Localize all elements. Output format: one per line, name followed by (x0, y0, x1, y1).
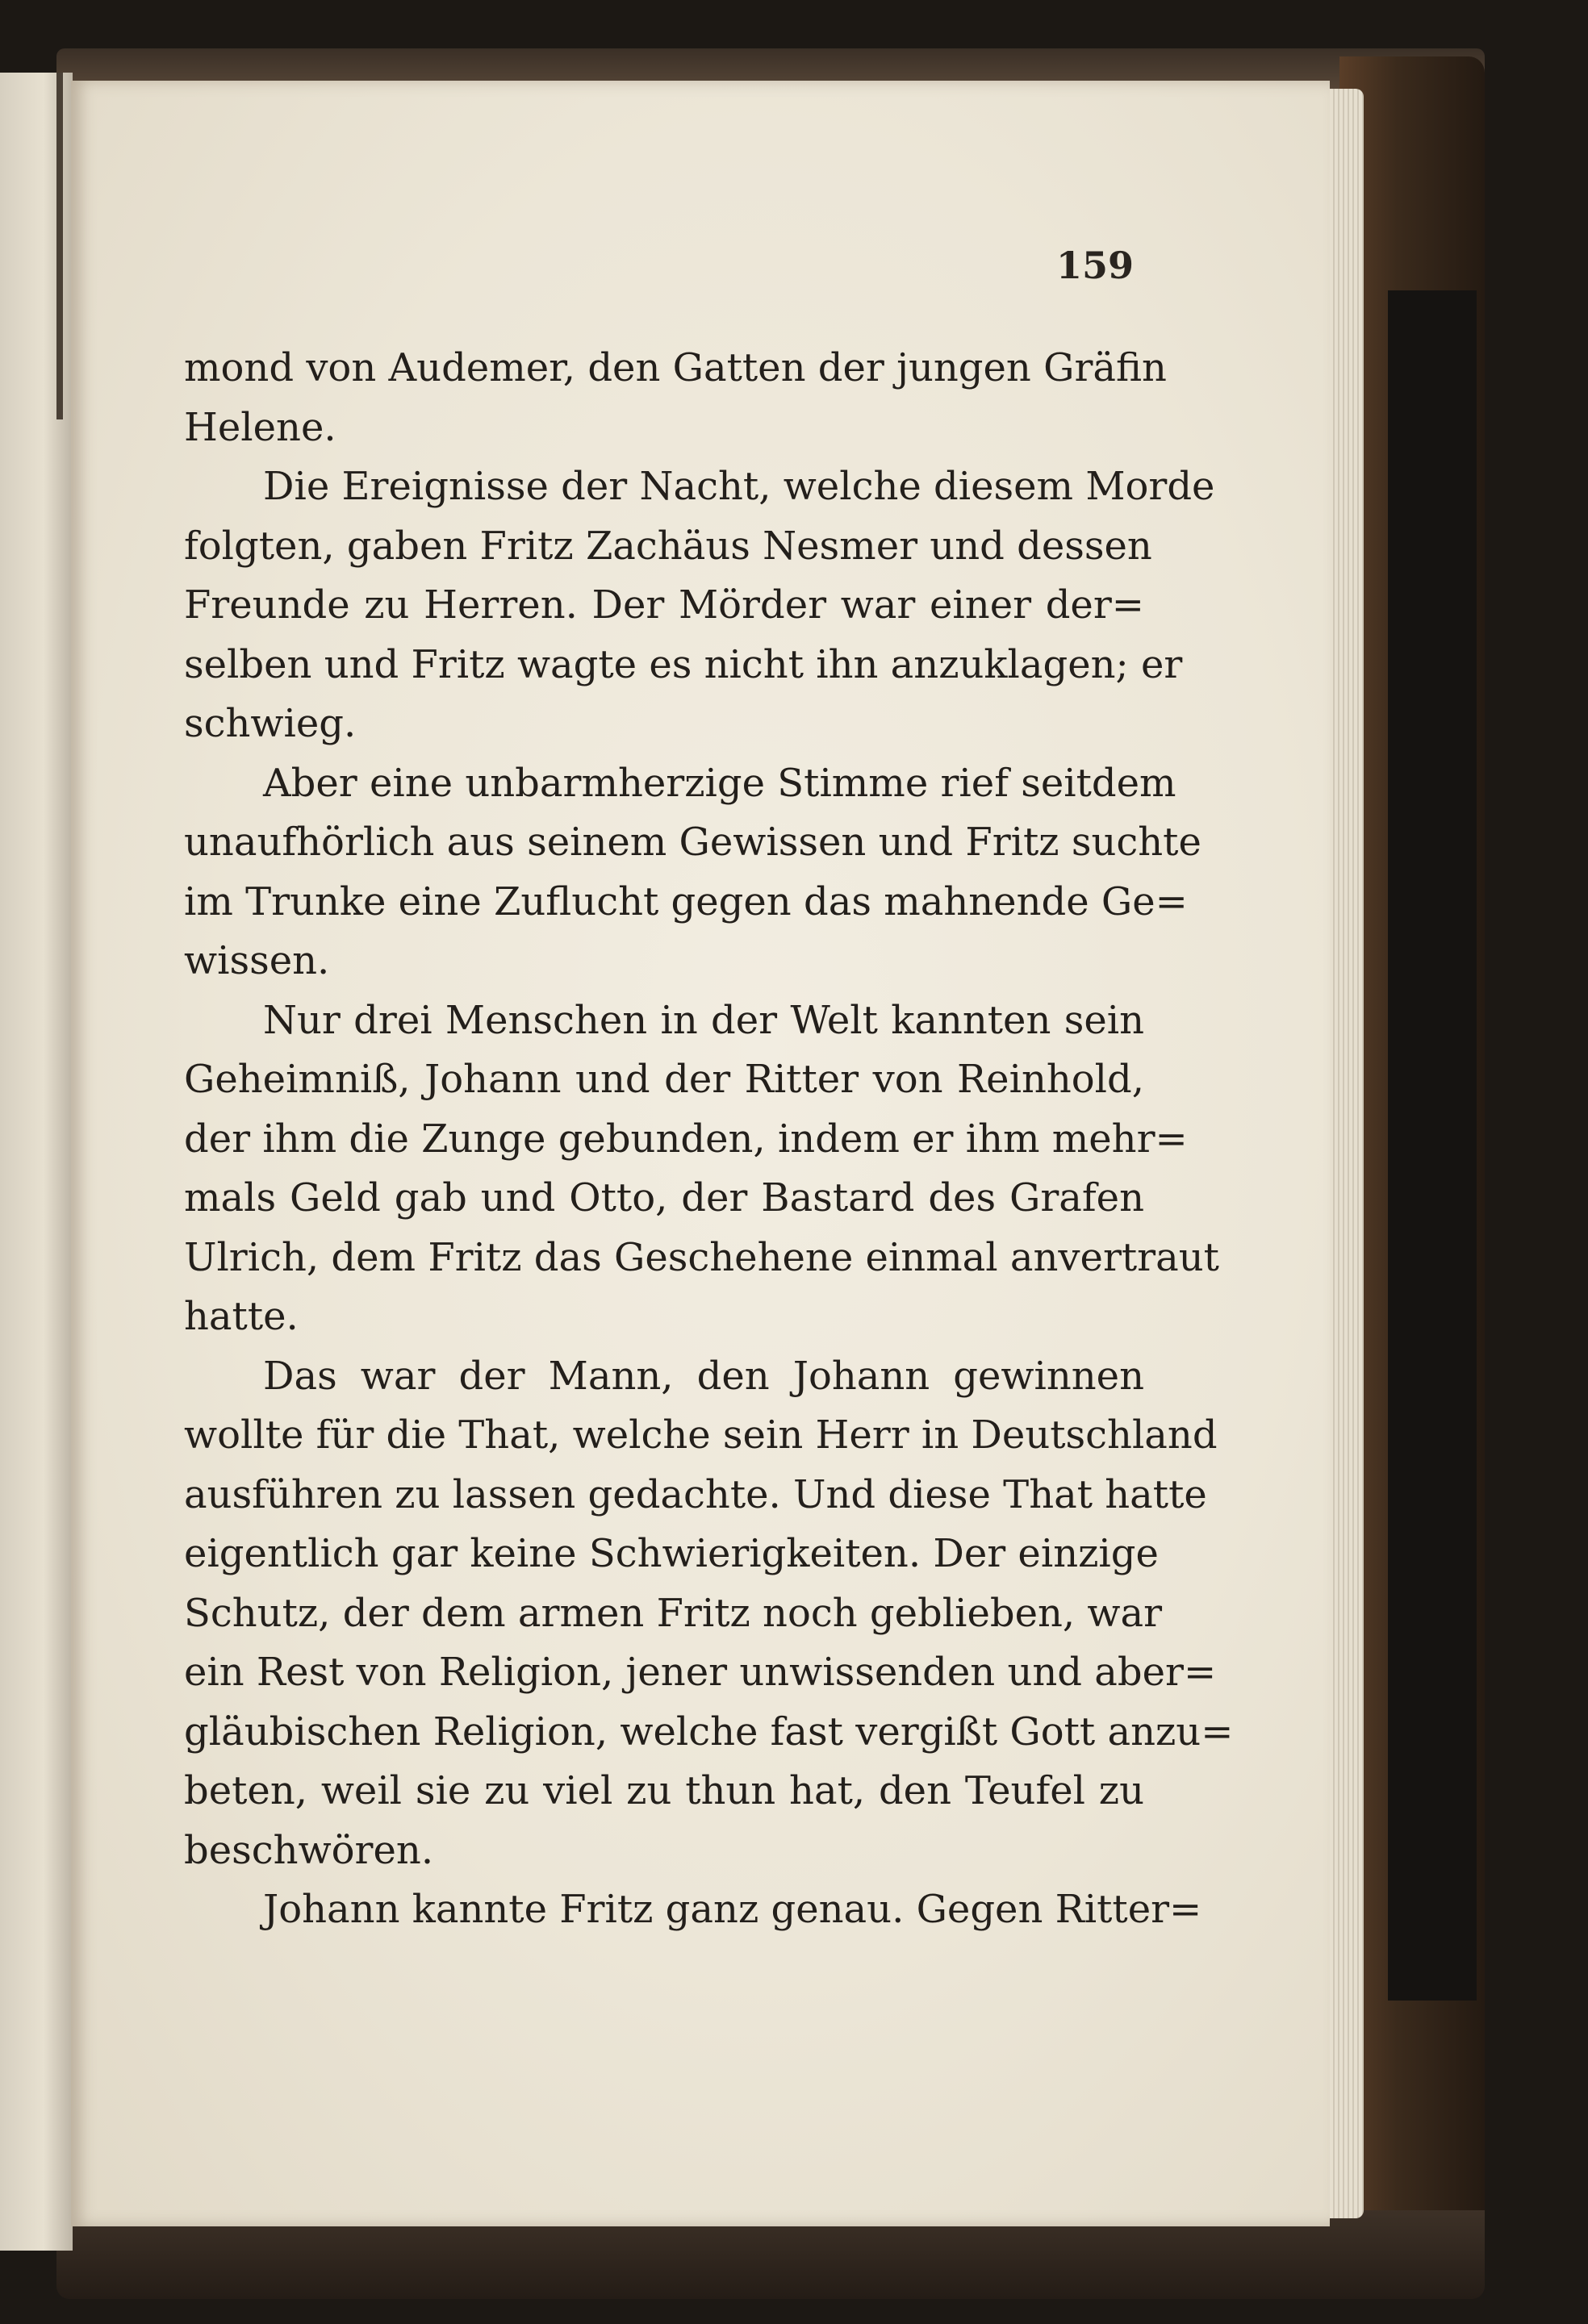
text-line: ausführen zu lassen gedachte. Und diese That hatte (184, 1471, 1207, 1517)
text-line: selben und Fritz wagte es nicht ihn anzuklagen; er (184, 641, 1183, 687)
page-text (184, 339, 1234, 1940)
text-line: Das war der Mann, den Johann gewinnen (263, 1353, 1144, 1399)
text-line: gläubischen Religion, welche fast vergißt Gott anzu= (184, 1709, 1234, 1754)
text-line: Aber eine unbarmherzige Stimme rief seitdem (263, 760, 1176, 806)
text-line: Schutz, der dem armen Fritz noch geblieben, war (184, 1590, 1163, 1636)
facing-page-rule (56, 73, 63, 419)
text-line: beschwören. (184, 1827, 434, 1873)
text-line: der ihm die Zunge gebunden, indem er ihm mehr= (184, 1116, 1188, 1162)
text-line: wollte für die That, welche sein Herr in Deutschland (184, 1412, 1218, 1458)
text-line: Freunde zu Herren. Der Mörder war einer der= (184, 582, 1144, 628)
text-line: unaufhörlich aus seinem Gewissen und Fritz suchte (184, 820, 1201, 865)
text-line: folgten, gaben Fritz Zachäus Nesmer und dessen (184, 523, 1152, 569)
text-line: eigentlich gar keine Schwierigkeiten. Der einzige (184, 1531, 1159, 1576)
page-number: 159 (1055, 244, 1134, 287)
text-line: mals Geld gab und Otto, der Bastard des Grafen (184, 1175, 1144, 1220)
text-line: Die Ereignisse der Nacht, welche diesem Morde (263, 464, 1215, 509)
text-line: wissen. (184, 938, 330, 983)
text-line: Nur drei Menschen in der Welt kannten sein (263, 997, 1144, 1043)
text-line: Geheimniß, Johann und der Ritter von Reinhold, (184, 1057, 1144, 1102)
text-line: beten, weil sie zu viel zu thun hat, den Teufel zu (184, 1768, 1144, 1813)
text-line: hatte. (184, 1294, 299, 1339)
text-line: Ulrich, dem Fritz das Geschehene einmal anvertraut (184, 1234, 1219, 1280)
text-line: Helene. (184, 404, 336, 450)
text-line: Johann kannte Fritz ganz genau. Gegen Ritter= (263, 1887, 1202, 1932)
text-line: schwieg. (184, 701, 357, 746)
book-cover-spine-panel (1388, 290, 1477, 2001)
text-line: im Trunke eine Zuflucht gegen das mahnende Ge= (184, 878, 1188, 924)
text-line: ein Rest von Religion, jener unwissenden und aber= (184, 1650, 1217, 1695)
text-line: mond von Audemer, den Gatten der jungen Gräfin (184, 345, 1167, 390)
